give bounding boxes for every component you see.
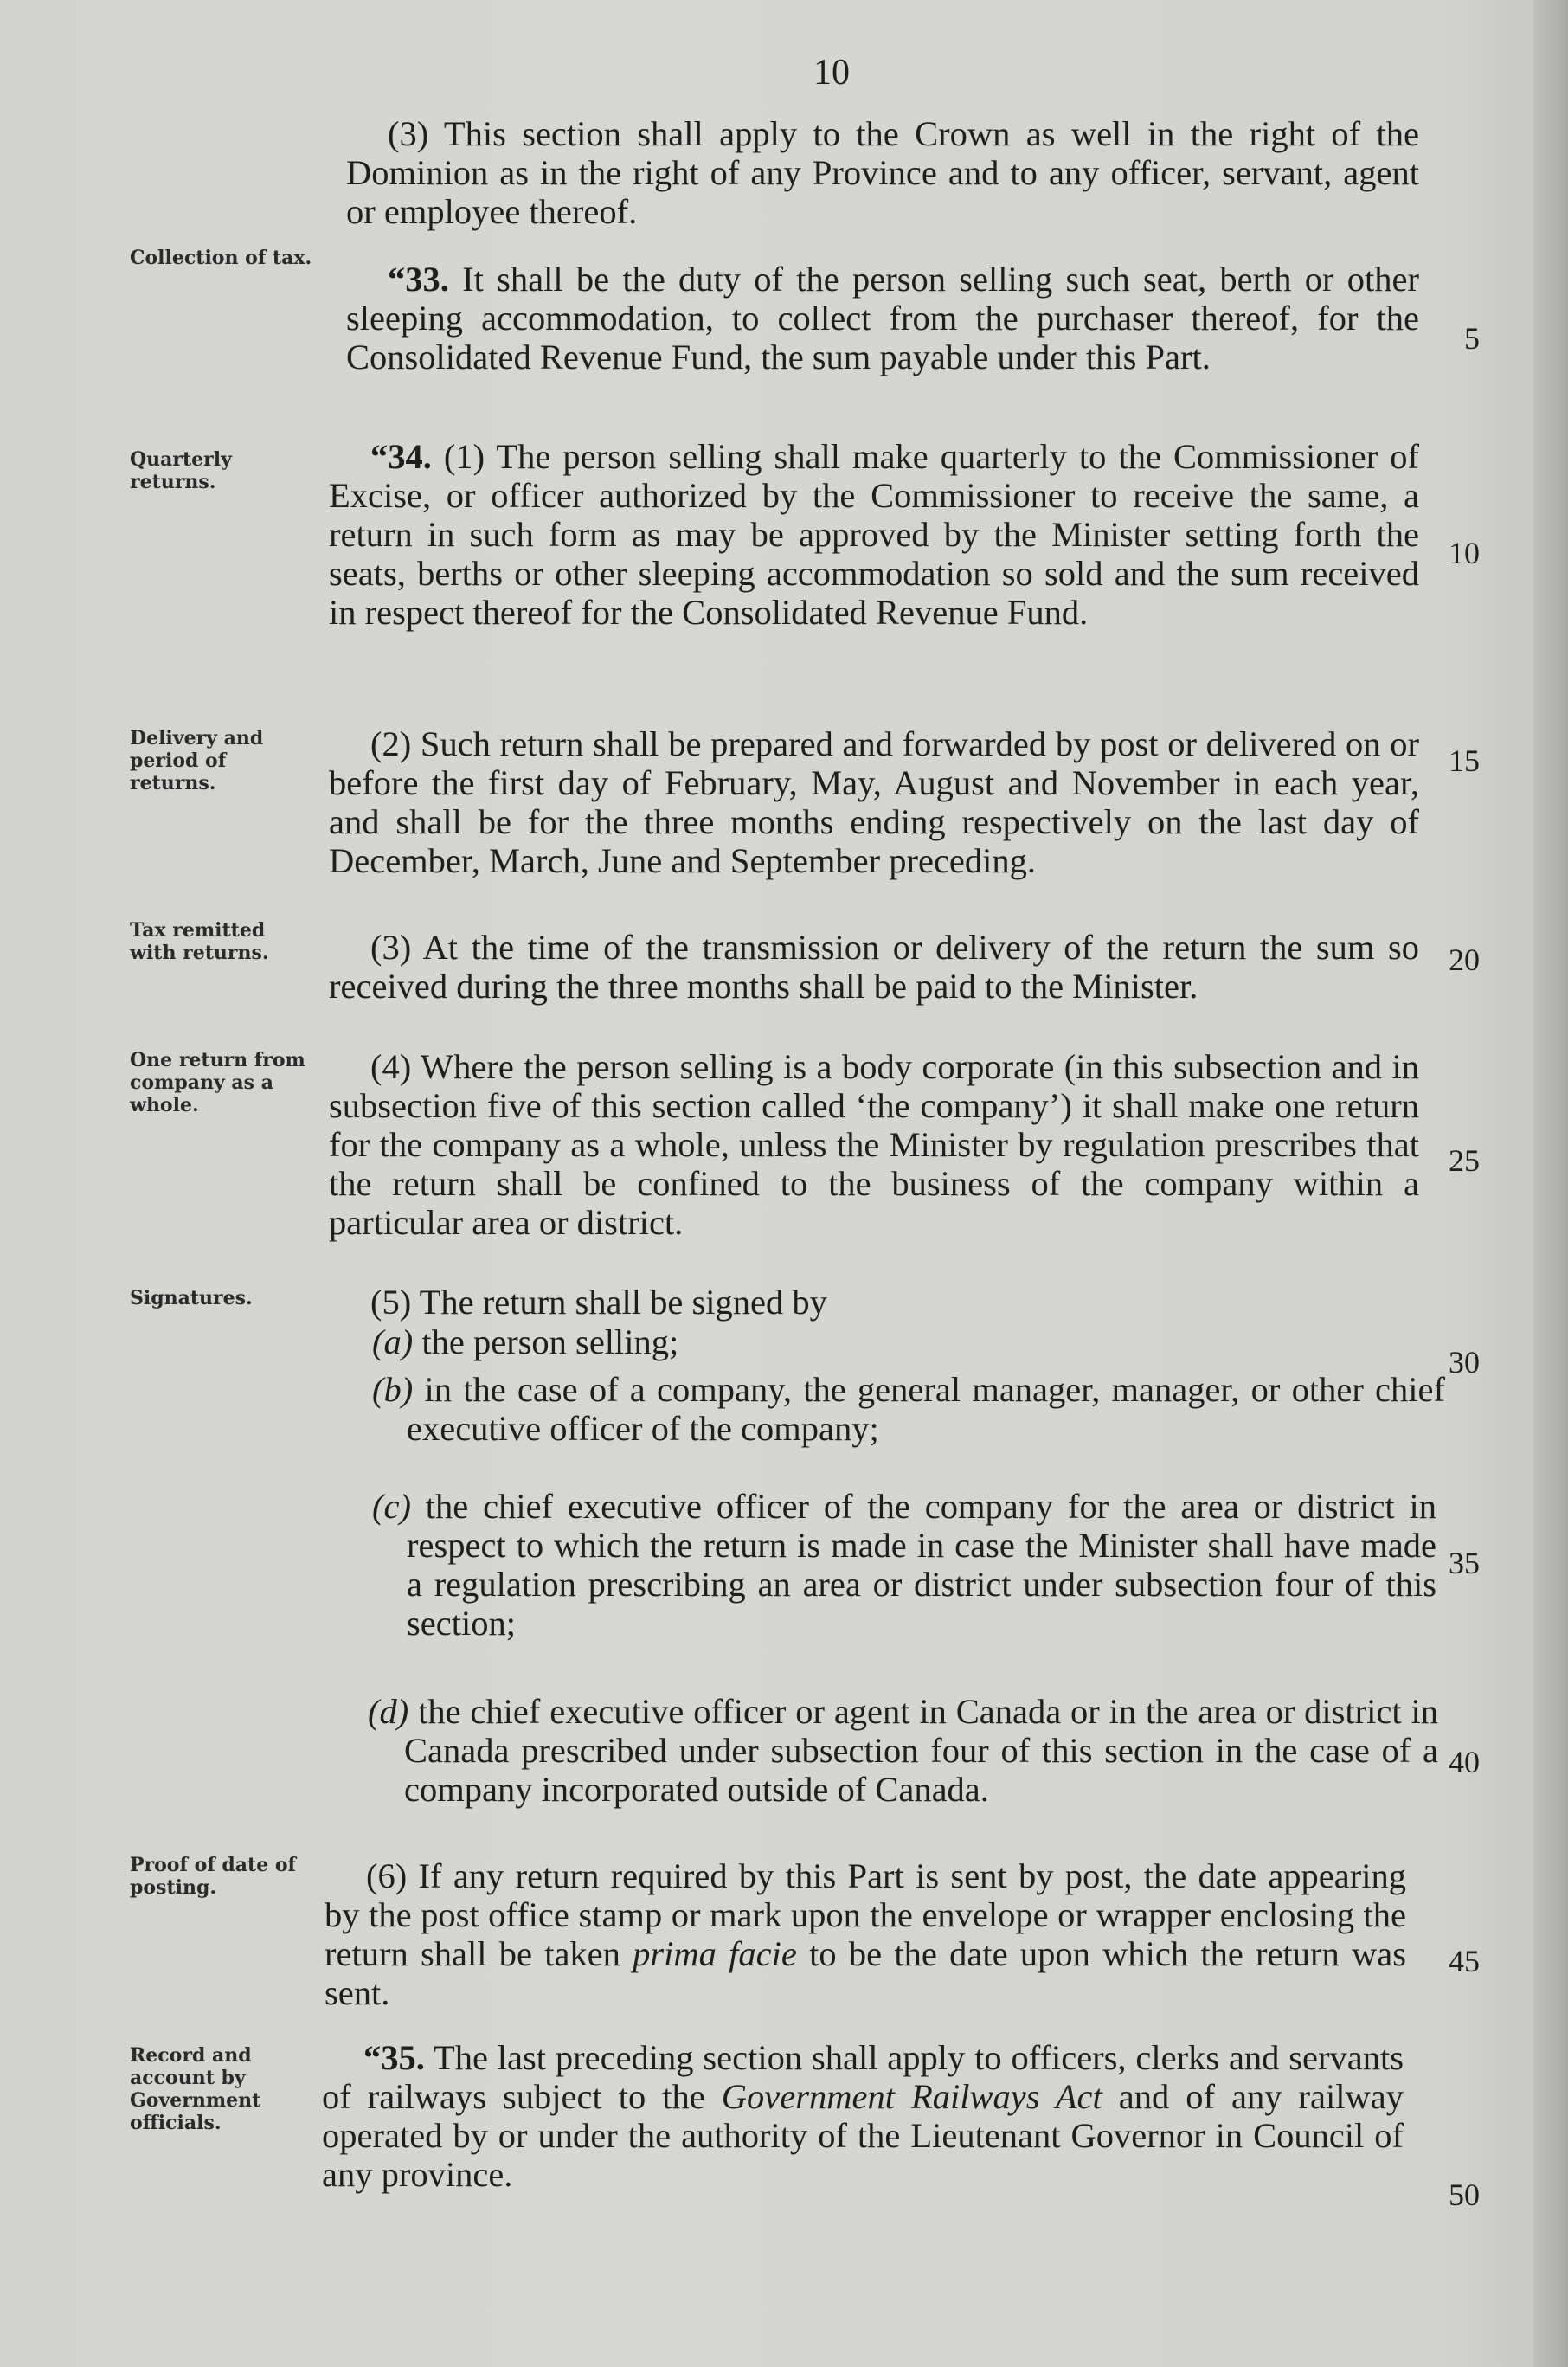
section-35-text-end: and of any railway operated by or under the authority of the Lieutenant Governor in Council of any province. (322, 2077, 1404, 2194)
item-b-label: (b) (372, 1370, 414, 1409)
section-35 (322, 2038, 1404, 2194)
government-railways-act: Government Railways Act (721, 2077, 1102, 2116)
item-b-text: in the case of a company, the general manager, manager, or other chief executive officer of the company; (407, 1370, 1445, 1448)
section-35-text: The last preceding section shall apply to officers, clerks and servants of railways subject to the (322, 2038, 1404, 2116)
line-number-45: 45 (1449, 1944, 1480, 1978)
margin-note-one-return: One return from company as a whole. (130, 1049, 305, 1116)
margin-note-collection: Collection of tax. (130, 247, 312, 269)
line-number-10: 10 (1449, 536, 1480, 570)
section-34-6-text-end: to be the date upon which the return was sent. (325, 1934, 1407, 2012)
section-34-5: (5) The return shall be signed by (370, 1283, 827, 1322)
line-number-50: 50 (1449, 2177, 1480, 2212)
margin-note-tax-remitted: Tax remitted with returns. (130, 919, 269, 964)
margin-note-record: Record and account by Government officials. (130, 2044, 261, 2134)
item-c (372, 1487, 1436, 1643)
page-number: 10 (813, 53, 850, 93)
item-d (368, 1692, 1438, 1809)
line-number-40: 40 (1449, 1745, 1480, 1779)
margin-note-delivery: Delivery and period of returns. (130, 727, 264, 794)
item-d-text: the chief executive officer or agent in Canada or in the area or district in Canada prescribed under subsection four of this section in the case of a company incorporated outside of Canada. (404, 1692, 1438, 1809)
item-c-label: (c) (372, 1487, 411, 1526)
section-34-6-text: (6) If any return required by this Part is sent by post, the date appearing by the post office stamp or mark upon the envelope or wrapper enclosing the return shall be taken (325, 1856, 1406, 1973)
item-b (372, 1370, 1445, 1448)
section-34-3: (3) At the time of the transmission or delivery of the return the sum so received during the three months shall be paid to the Minister. (329, 928, 1419, 1006)
paragraph-crown: (3) This section shall apply to the Crown as well in the right of the Dominion as in the right of any Province and to any officer, servant, agent or employee thereof. (346, 114, 1419, 231)
section-34-number: “34. (370, 437, 432, 476)
prima-facie: prima facie (633, 1934, 797, 1973)
line-number-30: 30 (1449, 1345, 1480, 1380)
line-number-35: 35 (1449, 1546, 1480, 1580)
section-34-6 (325, 1856, 1406, 2012)
section-35-number: “35. (363, 2038, 425, 2077)
item-d-label: (d) (368, 1692, 409, 1731)
item-a-label: (a) (372, 1322, 414, 1361)
line-number-25: 25 (1449, 1143, 1480, 1178)
item-c-text: the chief executive officer of the company for the area or district in respect to which the return is made in case the Minister shall have made a regulation prescribing an area or district under subsection four of this section; (407, 1487, 1436, 1643)
margin-note-signatures: Signatures. (130, 1287, 253, 1309)
line-number-20: 20 (1449, 942, 1480, 977)
section-34-4: (4) Where the person selling is a body corporate (in this subsection and in subsection five of this section called ‘the company’) it shall make one return for the company as a whole, unless the Minister by regulation prescribes that the return shall be confined to the business of the company within a particular area or district. (329, 1047, 1419, 1242)
page-edge (1533, 0, 1568, 2367)
line-number-5: 5 (1464, 321, 1480, 356)
line-number-15: 15 (1449, 743, 1480, 778)
item-a-text: the person selling; (413, 1322, 679, 1361)
item-a (372, 1322, 1445, 1361)
margin-note-quarterly: Quarterly returns. (130, 448, 232, 493)
section-34-1-text: (1) The person selling shall make quarterly to the Commissioner of Excise, or officer authorized by the Commissioner to receive the same, a return in such form as may be approved by the Minister setting forth the seats, berths or other sleeping accommodation so sold and the sum received in respect thereof for the Consolidated Revenue Fund. (329, 437, 1419, 632)
margin-note-proof: Proof of date of posting. (130, 1854, 296, 1899)
section-33 (346, 260, 1419, 376)
section-33-number: “33. (388, 260, 449, 299)
section-33-text: It shall be the duty of the person selling such seat, berth or other sleeping accommodation, to collect from the purchaser thereof, for the Consolidated Revenue Fund, the sum payable under this Part. (346, 260, 1419, 376)
section-34-2: (2) Such return shall be prepared and forwarded by post or delivered on or before the first day of February, May, August and November in each year, and shall be for the three months ending respectively on the last day of December, March, June and September preceding. (329, 724, 1419, 880)
section-34-1 (329, 437, 1419, 632)
